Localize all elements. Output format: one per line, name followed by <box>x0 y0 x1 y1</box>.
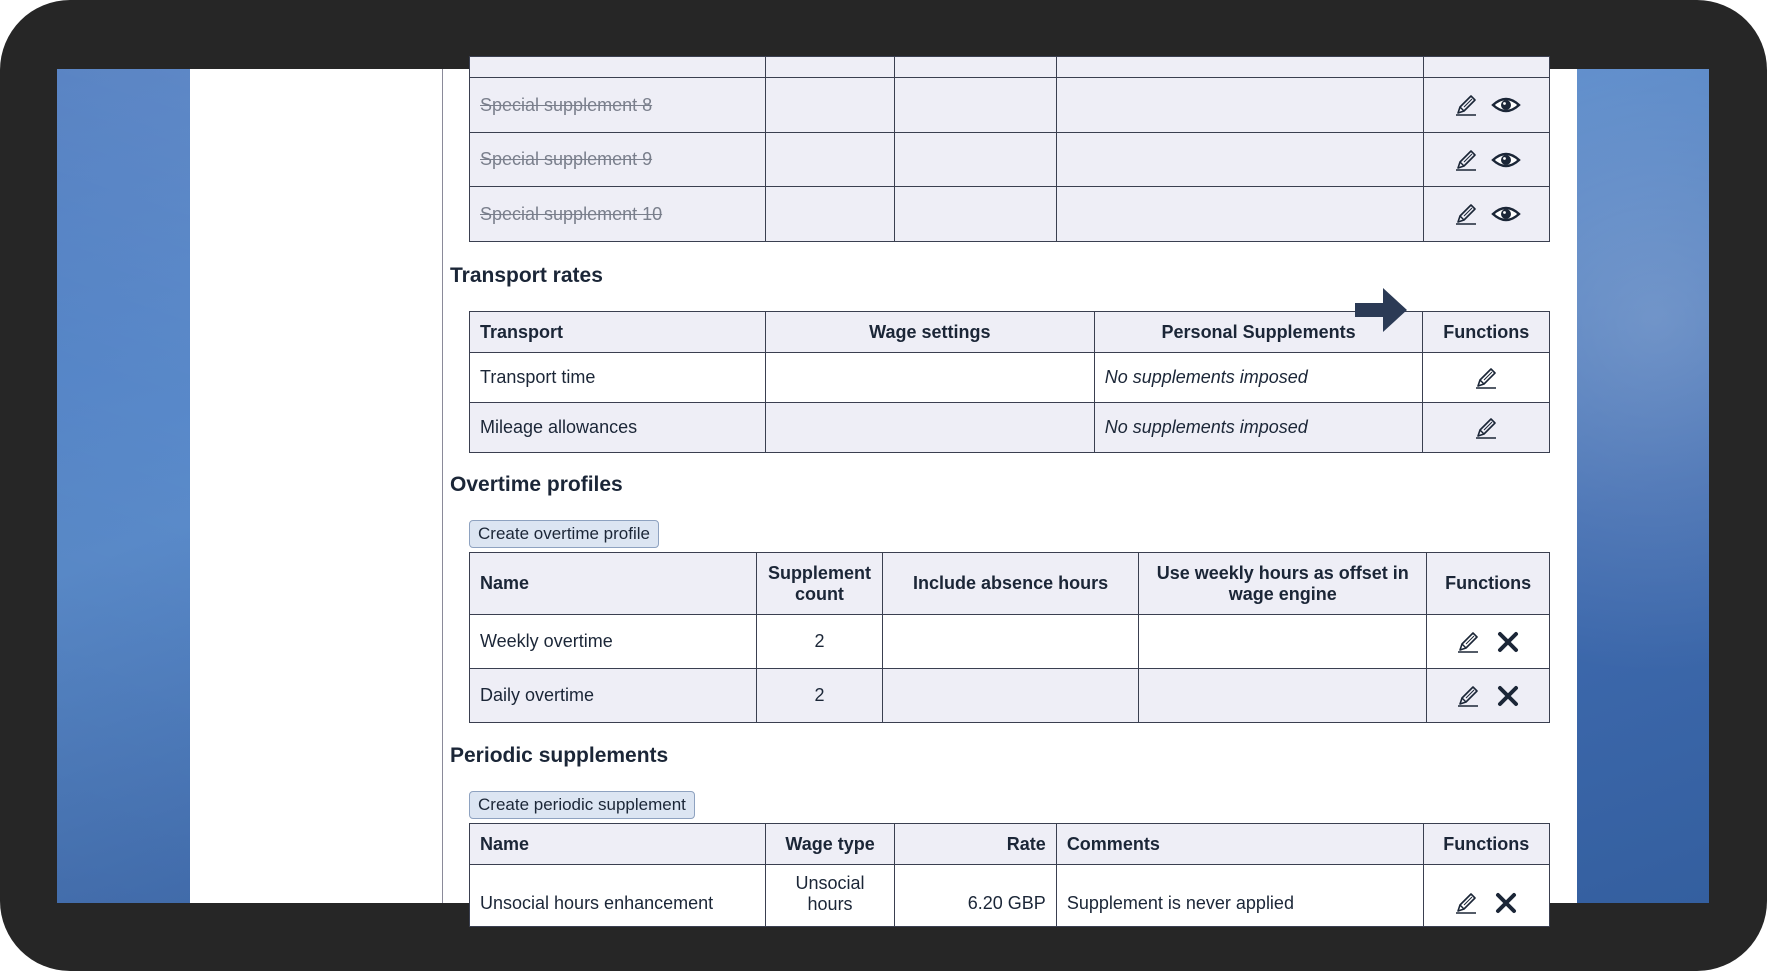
column-header-wage-settings: Wage settings <box>765 312 1094 353</box>
eye-icon[interactable] <box>1492 91 1520 119</box>
table-header-row <box>470 824 1550 865</box>
pencil-icon[interactable] <box>1454 682 1482 710</box>
supplement-count-cell: 2 <box>756 669 882 723</box>
table-row <box>470 669 1550 723</box>
table-row <box>470 403 1550 453</box>
column-header-transport: Transport <box>470 312 766 353</box>
eye-icon[interactable] <box>1492 146 1520 174</box>
pencil-icon[interactable] <box>1452 146 1480 174</box>
special-supplement-name: Special supplement 9 <box>470 133 766 187</box>
personal-supplements-cell: No supplements imposed <box>1094 403 1423 453</box>
overtime-profiles-title: Overtime profiles <box>450 473 623 496</box>
pencil-icon[interactable] <box>1452 200 1480 228</box>
x-icon[interactable] <box>1492 889 1520 917</box>
functions-cell <box>1423 403 1550 453</box>
pencil-icon[interactable] <box>1472 364 1500 392</box>
desktop-decoration-right <box>1574 69 1709 903</box>
column-header-personal-supplements: Personal Supplements <box>1094 312 1423 353</box>
rate-cell: 6.20 GBP <box>895 865 1056 927</box>
column-header-name: Name <box>470 553 757 615</box>
pencil-icon[interactable] <box>1472 414 1500 442</box>
table-row <box>470 865 1550 927</box>
transport-name: Mileage allowances <box>470 403 766 453</box>
pencil-icon[interactable] <box>1452 889 1480 917</box>
overtime-profiles-table <box>469 552 1550 723</box>
table-header-row <box>470 553 1550 615</box>
x-icon[interactable] <box>1494 682 1522 710</box>
column-header-name: Name <box>470 824 766 865</box>
desktop-background <box>57 69 1709 914</box>
column-header-weekly-hours-offset: Use weekly hours as offset in wage engine <box>1139 553 1427 615</box>
column-header-rate: Rate <box>895 824 1056 865</box>
include-absence-cell <box>882 669 1138 723</box>
table-row <box>470 353 1550 403</box>
pencil-icon[interactable] <box>1454 628 1482 656</box>
table-row <box>470 57 1550 78</box>
wage-settings-cell <box>765 403 1094 453</box>
special-supplements-table <box>469 56 1550 242</box>
include-absence-cell <box>882 615 1138 669</box>
periodic-supplements-table <box>469 823 1550 927</box>
main-content <box>442 69 1578 914</box>
eye-icon[interactable] <box>1492 200 1520 228</box>
column-header-functions: Functions <box>1423 824 1549 865</box>
column-header-wage-type: Wage type <box>765 824 895 865</box>
x-icon[interactable] <box>1494 628 1522 656</box>
weekly-offset-cell <box>1139 669 1427 723</box>
column-header-include-absence-hours: Include absence hours <box>882 553 1138 615</box>
periodic-supplements-title: Periodic supplements <box>450 744 669 767</box>
wage-type-cell: Unsocial hours <box>765 865 895 927</box>
table-row <box>470 133 1550 187</box>
column-header-functions: Functions <box>1423 312 1550 353</box>
column-header-comments: Comments <box>1056 824 1423 865</box>
functions-cell <box>1427 615 1550 669</box>
transport-rates-title: Transport rates <box>450 264 603 287</box>
functions-cell <box>1423 133 1549 187</box>
periodic-supplement-name: Unsocial hours enhancement <box>470 865 766 927</box>
functions-cell <box>1427 669 1550 723</box>
transport-name: Transport time <box>470 353 766 403</box>
functions-cell <box>1423 78 1549 133</box>
table-row <box>470 78 1550 133</box>
column-header-supplement-count: Supplement count <box>756 553 882 615</box>
column-header-functions: Functions <box>1427 553 1550 615</box>
special-supplement-name: Special supplement 8 <box>470 78 766 133</box>
create-periodic-supplement-button[interactable]: Create periodic supplement <box>469 791 695 819</box>
table-row <box>470 187 1550 242</box>
arrow-right-icon <box>1353 286 1409 334</box>
comments-cell: Supplement is never applied <box>1056 865 1423 927</box>
table-row <box>470 615 1550 669</box>
special-supplement-name: Special supplement 10 <box>470 187 766 242</box>
overtime-profile-name: Weekly overtime <box>470 615 757 669</box>
functions-cell <box>1423 187 1549 242</box>
functions-cell <box>1423 353 1550 403</box>
weekly-offset-cell <box>1139 615 1427 669</box>
functions-cell <box>1423 865 1549 927</box>
overtime-profile-name: Daily overtime <box>470 669 757 723</box>
browser-page <box>190 69 1577 914</box>
pencil-icon[interactable] <box>1452 91 1480 119</box>
personal-supplements-cell: No supplements imposed <box>1094 353 1423 403</box>
supplement-count-cell: 2 <box>756 615 882 669</box>
wage-settings-cell <box>765 353 1094 403</box>
create-overtime-profile-button[interactable]: Create overtime profile <box>469 520 659 548</box>
